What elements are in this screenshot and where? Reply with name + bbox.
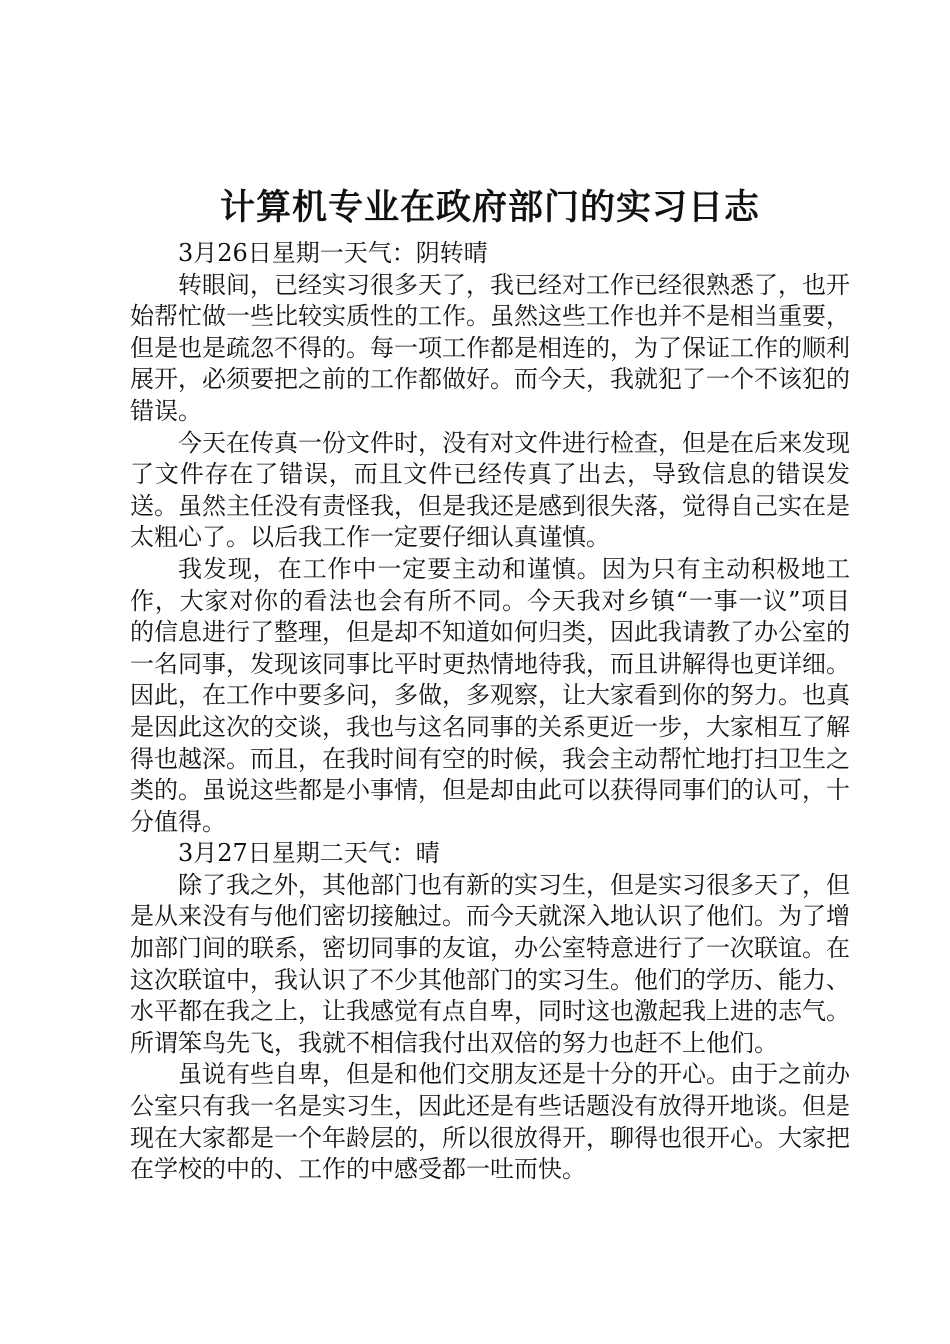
- entry-date-2: 3月27日星期二天气：晴: [178, 839, 440, 868]
- document-title: 计算机专业在政府部门的实习日志: [219, 187, 760, 228]
- body-paragraph: 我发现，在工作中一定要主动和谨慎。因为只有主动积极地工作，大家对你的看法也会有所不同。今天我对乡镇“一事一议”项目的信息进行了整理，但是却不知道如何归类，因此我请教了办公室的一名同事，发现该同事比平时更热情地待我，而且讲解得也更详细。因此，在工作中要多问，多做，多观察，让大家看到你的努力。也真是因此这次的交谈，我也与这名同事的关系更近一步，大家相互了解得也越深。而且，在我时间有空的时候，我会主动帮忙地打扫卫生之类的。虽说这些都是小事情，但是却由此可以获得同事们的认可，十分值得。: [130, 554, 850, 836]
- body-paragraph: 虽说有些自卑，但是和他们交朋友还是十分的开心。由于之前办公室只有我一名是实习生，因此还是有些话题没有放得开地谈。但是现在大家都是一个年龄层的，所以很放得开，聊得也很开心。大家把在学校的中的、工作的中感受都一吐而快。: [130, 1060, 850, 1184]
- document-body: [130, 238, 850, 1186]
- body-paragraph: 转眼间，已经实习很多天了，我已经对工作已经很熟悉了，也开始帮忙做一些比较实质性的工作。虽然这些工作也并不是相当重要，但是也是疏忽不得的。每一项工作都是相连的，为了保证工作的顺利展开，必须要把之前的工作都做好。而今天，我就犯了一个不该犯的错误。: [130, 270, 850, 425]
- document-page: [130, 186, 850, 1186]
- entry-date-1: 3月26日星期一天气：阴转晴: [178, 239, 488, 267]
- body-paragraph: 除了我之外，其他部门也有新的实习生，但是实习很多天了，但是从来没有与他们密切接触过。而今天就深入地认识了他们。为了增加部门间的联系，密切同事的友谊，办公室特意进行了一次联谊。在这次联谊中，我认识了不少其他部门的实习生。他们的学历、能力、水平都在我之上，让我感觉有点自卑，同时这也激起我上进的志气。所谓笨鸟先飞，我就不相信我付出双倍的努力也赶不上他们。: [130, 870, 850, 1057]
- body-paragraph: 今天在传真一份文件时，没有对文件进行检查，但是在后来发现了文件存在了错误，而且文件已经传真了出去，导致信息的错误发送。虽然主任没有责怪我，但是我还是感到很失落，觉得自己实在是太粗心了。以后我工作一定要仔细认真谨慎。: [130, 428, 850, 552]
